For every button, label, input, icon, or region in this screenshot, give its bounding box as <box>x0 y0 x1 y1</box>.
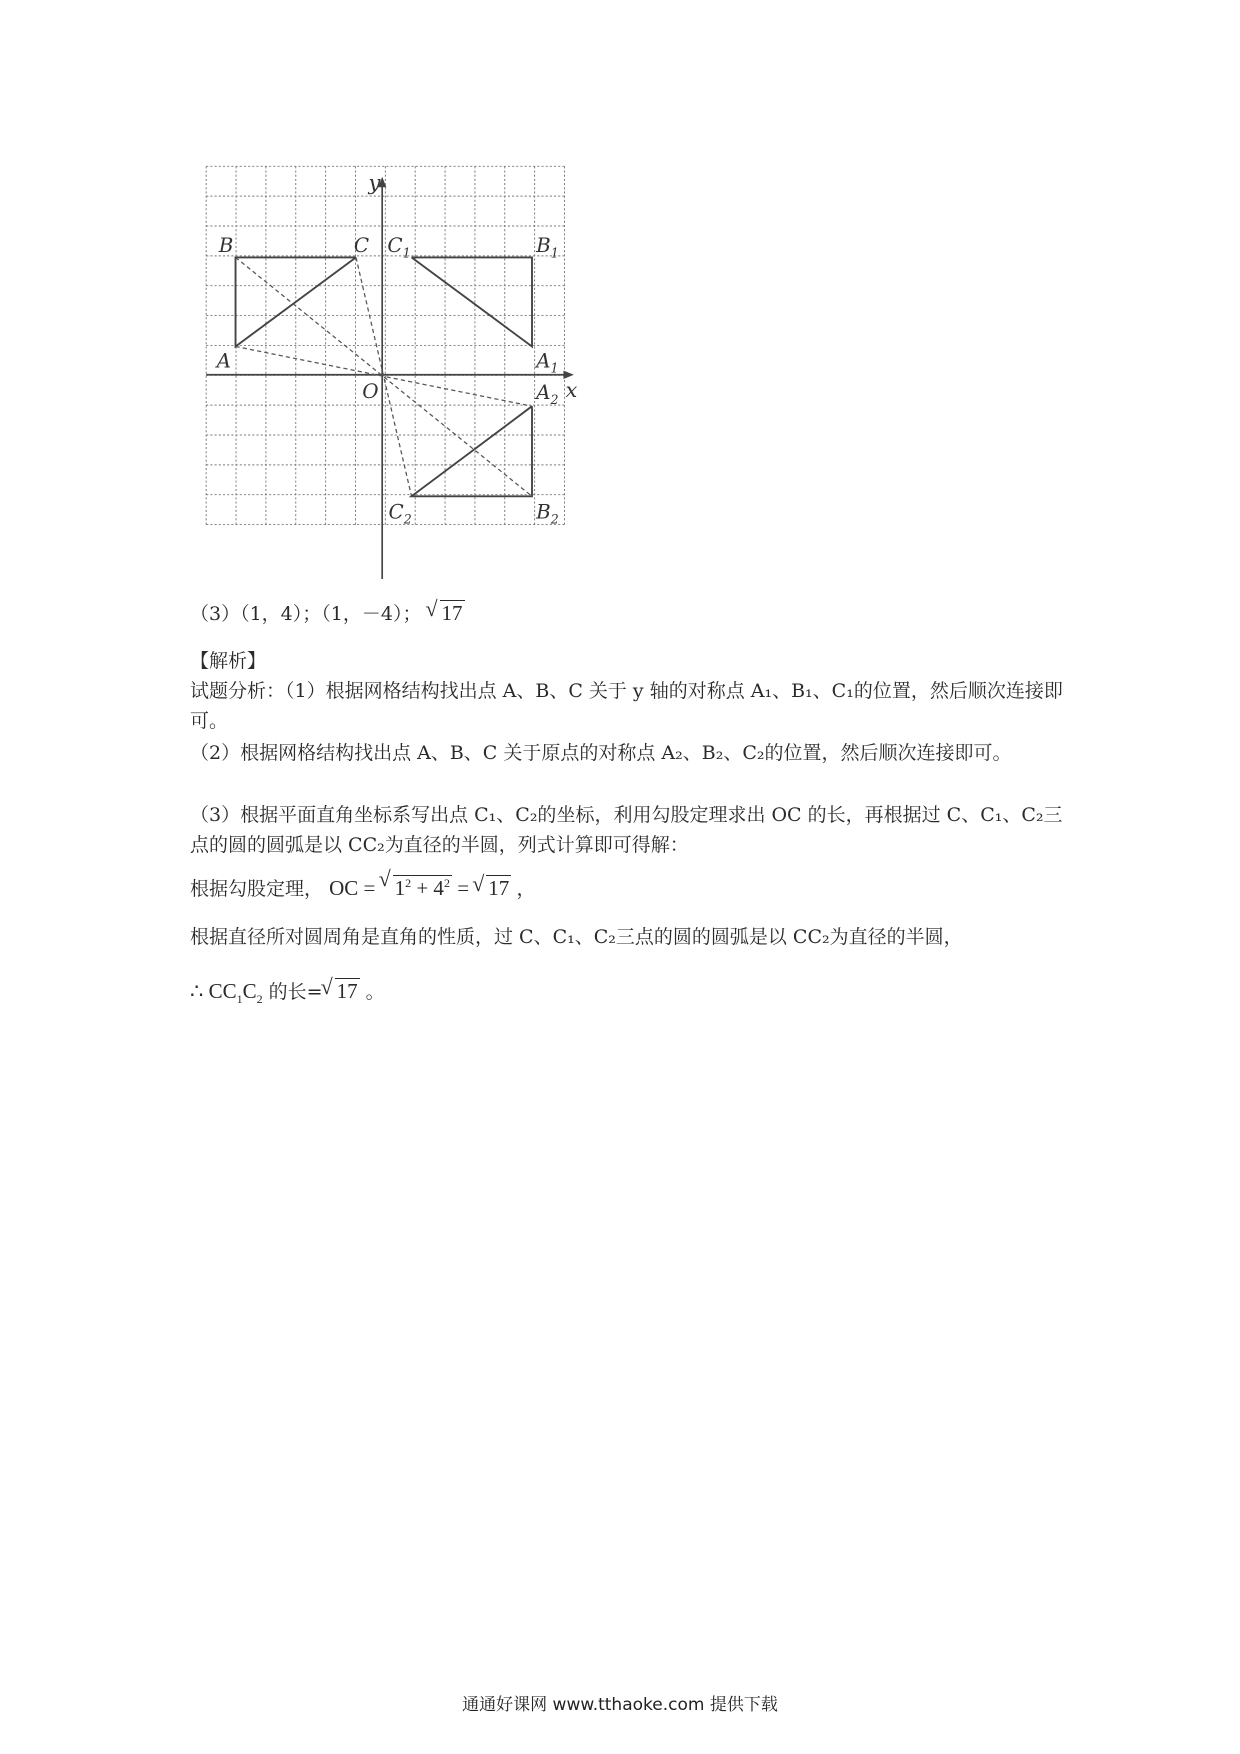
p4-oc: OC <box>329 876 359 900</box>
dashed-lines <box>236 257 532 496</box>
label-c: C <box>353 234 370 258</box>
p4-result: 17 <box>488 876 510 900</box>
grid-lines <box>206 166 564 527</box>
p4-sqrt-17 <box>474 873 511 903</box>
analysis-heading: 【解析】 <box>190 650 267 672</box>
p6-sub2: 2 <box>256 992 263 1007</box>
coordinate-figure <box>190 160 610 600</box>
triangle-a1b1c1 <box>412 257 532 346</box>
p6-mid: 的长= <box>262 981 323 1003</box>
label-a: A <box>216 349 232 373</box>
label-x: x <box>565 377 578 402</box>
sqrt-17 <box>428 598 465 628</box>
label-origin: O <box>362 379 379 403</box>
p4-plus: + 4 <box>411 876 444 900</box>
label-y: y <box>368 170 381 195</box>
label-b1: $B_1$ <box>536 234 559 261</box>
p4-sqrt-sum <box>381 868 452 903</box>
triangle-abc <box>236 257 356 346</box>
p4-suffix: ， <box>516 878 536 900</box>
analysis-p5: 根据直径所对圆周角是直角的性质，过 C、C₁、C₂三点的圆的圆弧是以 CC₂为直径的半圆， <box>190 926 963 948</box>
p6-sub1: 1 <box>236 992 243 1007</box>
p4-exp2: 2 <box>443 876 450 890</box>
p4-formula <box>329 876 516 900</box>
dashed-b-b2 <box>236 257 532 496</box>
p4-exp1: 2 <box>405 876 412 890</box>
dashed-a-a2 <box>236 346 532 406</box>
p4-eq: = <box>363 876 376 900</box>
triangle-a2b2c2 <box>412 406 532 496</box>
p6-sqrt-17 <box>323 976 360 1006</box>
label-c2: $C_2$ <box>388 500 412 527</box>
label-c1: $C_1$ <box>387 234 411 261</box>
label-a1: $A_1$ <box>536 349 559 376</box>
p6-suffix: 。 <box>359 981 385 1003</box>
radicand: 17 <box>441 601 463 625</box>
p6-c: C <box>242 979 257 1003</box>
analysis-p2: （2）根据网格结构找出点 A、B、C 关于原点的对称点 A₂、B₂、C₂的位置，然后顺次连接即可。 <box>190 742 1012 764</box>
coordinate-grid-svg <box>190 160 610 600</box>
analysis-p3: （3）根据平面直角坐标系写出点 C₁、C₂的坐标，利用勾股定理求出 OC 的长，再根据过 C、C₁、C₂三点的圆的圆弧是以 CC₂为直径的半圆，列式计算即可得解： <box>190 804 1063 856</box>
answer-part-3 <box>190 598 1070 629</box>
label-b: B <box>218 234 234 258</box>
analysis-p6 <box>190 976 1070 1014</box>
dashed-c-c2 <box>356 257 412 496</box>
footer: 通通好课网 www.tthaoke.com 提供下载 <box>462 1695 778 1715</box>
p6-prefix: ∴ CC <box>190 979 237 1003</box>
p6-formula <box>190 979 263 1007</box>
p4-eq2: = <box>457 876 470 900</box>
answer-part-3-text: （3）（1，4）；（1，－4）； <box>190 603 422 625</box>
p4-prefix: 根据勾股定理， <box>190 878 324 900</box>
p6-result: 17 <box>336 979 358 1003</box>
p4-radicand <box>393 875 452 900</box>
analysis-p1: 试题分析：（1）根据网格结构找出点 A、B、C 关于 y 轴的对称点 A₁、B₁、C₁的位置，然后顺次连接即可。 <box>190 680 1063 732</box>
analysis-p4 <box>190 868 1070 904</box>
label-a2: $A_2$ <box>536 380 559 408</box>
label-b2: $B_2$ <box>536 500 559 527</box>
p4-rad1: 1 <box>394 876 406 900</box>
